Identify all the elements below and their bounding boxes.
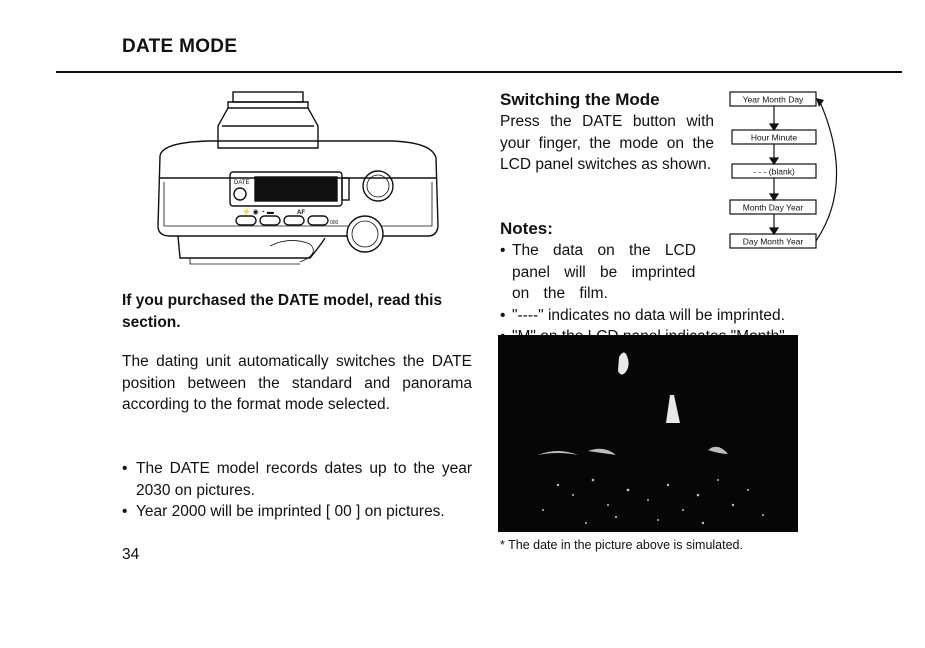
header-divider [56,71,902,73]
flow-label: Hour Minute [750,132,798,143]
night-sample-photo [498,335,798,532]
photo-caption: * The date in the picture above is simulated. [500,538,743,552]
list-item: • Year 2000 will be imprinted [ 00 ] on pictures. [122,501,472,523]
camera-top-illustration [150,86,450,276]
svg-text:000: 000 [330,220,339,226]
svg-text:AF: AF [297,210,305,216]
switching-mode-body: Press the DATE button with your finger, the mode on the LCD panel switches as shown. [500,113,714,173]
flow-label: Day Month Year [742,236,804,247]
flow-label: Year Month Day [742,94,804,105]
list-item: • The DATE model records dates up to the year 2030 on pictures. [122,458,472,501]
svg-text:⚡ ◉ ◔ ▬: ⚡ ◉ ◔ ▬ [242,209,274,216]
flow-label: - - - (blank) [753,166,795,177]
notes-title: Notes: [500,219,553,238]
list-item: • The data on the LCD panel will be imprinted on the film. [500,240,717,305]
notes-list [500,240,870,348]
date-model-intro: If you purchased the DATE model, read this section. [122,292,443,331]
date-model-bullets [122,458,472,523]
page-title: DATE MODE [122,36,238,57]
svg-text:DATE: DATE [234,180,250,186]
list-item: • "----" indicates no data will be imprinted. [500,305,870,327]
flow-label: Month Day Year [742,202,804,213]
switching-mode-title: Switching the Mode [500,90,660,109]
dating-unit-paragraph: The dating unit automatically switches the DATE position between the standard and panorama according to the format mode selected. [122,353,472,413]
page-number: 34 [122,546,140,563]
lcd-mode-flow-diagram [720,88,860,258]
